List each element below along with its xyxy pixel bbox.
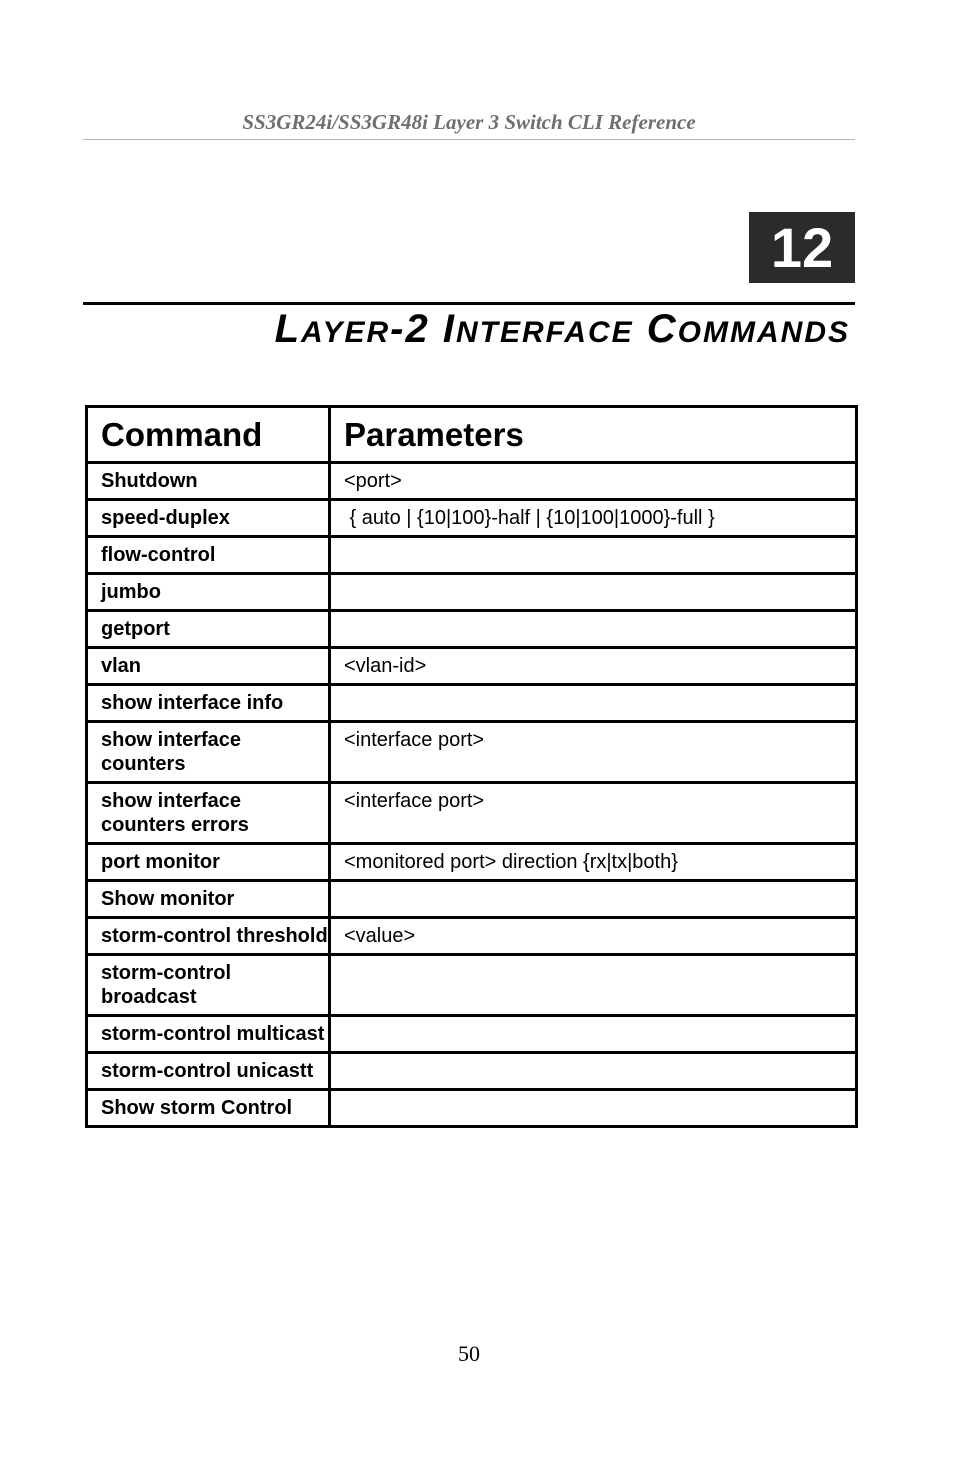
command-cell: vlan xyxy=(87,648,330,685)
command-cell: show interface info xyxy=(87,685,330,722)
command-cell: speed-duplex xyxy=(87,500,330,537)
table-header-row xyxy=(87,407,857,463)
table-row xyxy=(87,1090,857,1127)
chapter-title-part: OMMANDS xyxy=(677,316,850,349)
table-row xyxy=(87,611,857,648)
command-cell: storm-control broadcast xyxy=(87,955,330,1016)
command-cell: storm-control multicast xyxy=(87,1016,330,1053)
table-row xyxy=(87,918,857,955)
parameters-cell xyxy=(330,1016,857,1053)
header-divider xyxy=(83,139,855,140)
command-cell: flow-control xyxy=(87,537,330,574)
table-row xyxy=(87,881,857,918)
parameters-cell: { auto | {10|100}-half | {10|100|1000}-full } xyxy=(330,500,857,537)
parameters-cell: <value> xyxy=(330,918,857,955)
table-row xyxy=(87,500,857,537)
chapter-number: 12 xyxy=(749,212,855,283)
command-cell: show interface counters xyxy=(87,722,330,783)
table-row xyxy=(87,844,857,881)
table-row xyxy=(87,463,857,500)
chapter-title-part: AYER xyxy=(301,316,391,349)
table-row xyxy=(87,722,857,783)
parameters-cell: <monitored port> direction {rx|tx|both} xyxy=(330,844,857,881)
parameters-cell xyxy=(330,685,857,722)
chapter-title-part xyxy=(634,307,647,351)
table-row xyxy=(87,685,857,722)
parameters-cell: <interface port> xyxy=(330,783,857,844)
command-cell: jumbo xyxy=(87,574,330,611)
table-row xyxy=(87,1016,857,1053)
running-header: SS3GR24i/SS3GR48i Layer 3 Switch CLI Reference xyxy=(242,110,696,134)
table-row xyxy=(87,574,857,611)
command-cell: Show monitor xyxy=(87,881,330,918)
column-header-parameters: Parameters xyxy=(330,407,857,463)
table-row xyxy=(87,648,857,685)
chapter-title-part: -2 xyxy=(390,307,443,351)
chapter-title-part: C xyxy=(646,307,678,351)
parameters-cell xyxy=(330,537,857,574)
parameters-cell xyxy=(330,574,857,611)
command-cell: getport xyxy=(87,611,330,648)
table-row xyxy=(87,783,857,844)
parameters-cell xyxy=(330,881,857,918)
parameters-cell xyxy=(330,1053,857,1090)
command-cell: Show storm Control xyxy=(87,1090,330,1127)
table-row xyxy=(87,537,857,574)
parameters-cell xyxy=(330,955,857,1016)
chapter-title xyxy=(275,305,850,357)
chapter-title-part: NTERFACE xyxy=(455,316,634,349)
parameters-cell: <vlan-id> xyxy=(330,648,857,685)
command-cell: storm-control unicastt xyxy=(87,1053,330,1090)
parameters-cell: <port> xyxy=(330,463,857,500)
command-cell: storm-control threshold xyxy=(87,918,330,955)
parameters-cell: <interface port> xyxy=(330,722,857,783)
command-table xyxy=(85,405,858,1128)
command-cell: port monitor xyxy=(87,844,330,881)
page-number: 50 xyxy=(458,1341,480,1366)
column-header-command: Command xyxy=(87,407,330,463)
parameters-cell xyxy=(330,611,857,648)
chapter-title-part: I xyxy=(442,307,456,351)
command-cell: show interface counters errors xyxy=(87,783,330,844)
table-row xyxy=(87,1053,857,1090)
parameters-cell xyxy=(330,1090,857,1127)
table-row xyxy=(87,955,857,1016)
chapter-title-part: L xyxy=(274,307,302,351)
command-cell: Shutdown xyxy=(87,463,330,500)
